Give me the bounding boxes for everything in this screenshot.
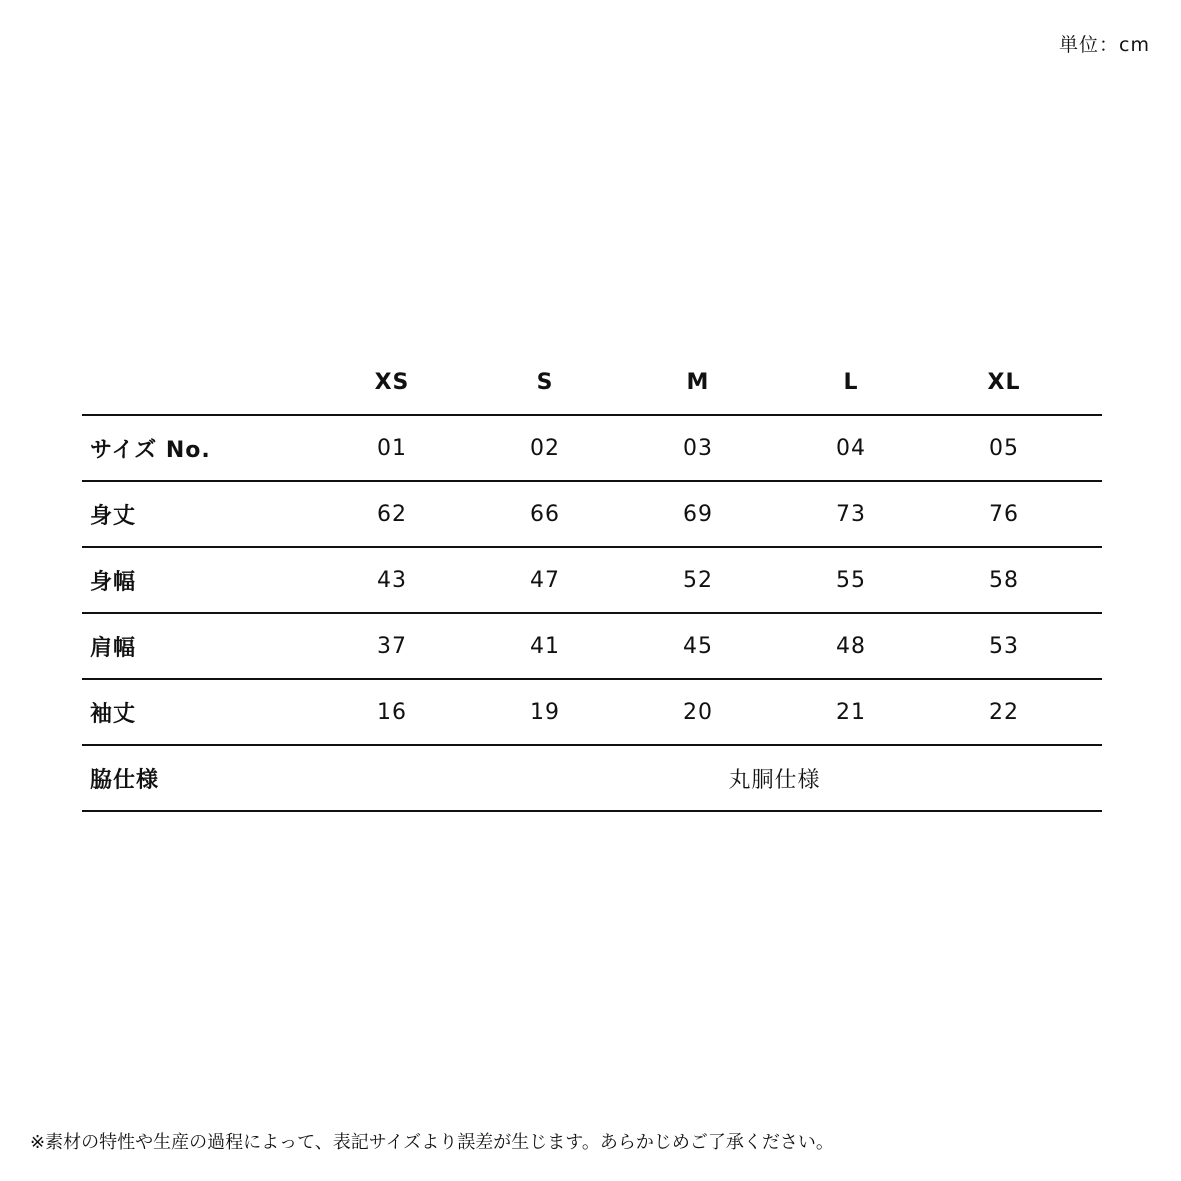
table-row-side-spec xyxy=(82,746,1102,812)
disclaimer-note: ※素材の特性や生産の過程によって、表記サイズより誤差が生じます。あらかじめご了承ください。 xyxy=(30,1132,834,1153)
table-cell: 55 xyxy=(836,567,866,593)
table-header-row xyxy=(82,350,1102,416)
table-cell: 19 xyxy=(530,699,560,725)
table-cell: 05 xyxy=(989,435,1019,461)
row-label: 身幅 xyxy=(90,569,137,595)
table-cell: 04 xyxy=(836,435,866,461)
table-row xyxy=(82,482,1102,548)
table-cell: 62 xyxy=(377,501,407,527)
row-label: サイズ No. xyxy=(90,437,211,463)
table-cell: 69 xyxy=(683,501,713,527)
column-header-m: M xyxy=(686,369,710,395)
table-row xyxy=(82,416,1102,482)
table-cell: 41 xyxy=(530,633,560,659)
column-header-s: S xyxy=(536,369,554,395)
table-cell: 47 xyxy=(530,567,560,593)
size-table xyxy=(82,350,1102,812)
table-row xyxy=(82,680,1102,746)
table-cell: 73 xyxy=(836,501,866,527)
table-row xyxy=(82,548,1102,614)
table-cell: 52 xyxy=(683,567,713,593)
row-label: 肩幅 xyxy=(90,635,137,661)
row-label: 身丈 xyxy=(90,503,137,529)
table-row xyxy=(82,614,1102,680)
table-cell: 03 xyxy=(683,435,713,461)
row-label: 袖丈 xyxy=(90,701,137,727)
table-cell: 58 xyxy=(989,567,1019,593)
table-cell: 22 xyxy=(989,699,1019,725)
column-header-xl: XL xyxy=(987,369,1021,395)
table-cell: 45 xyxy=(683,633,713,659)
table-cell: 20 xyxy=(683,699,713,725)
side-spec-value: 丸胴仕様 xyxy=(728,767,821,793)
table-cell: 66 xyxy=(530,501,560,527)
unit-label: 単位：cm xyxy=(1059,34,1150,56)
table-cell: 53 xyxy=(989,633,1019,659)
table-cell: 21 xyxy=(836,699,866,725)
column-header-l: L xyxy=(843,369,859,395)
table-cell: 37 xyxy=(377,633,407,659)
table-cell: 43 xyxy=(377,567,407,593)
table-cell: 76 xyxy=(989,501,1019,527)
row-label: 脇仕様 xyxy=(90,767,160,793)
table-cell: 48 xyxy=(836,633,866,659)
column-header-xs: XS xyxy=(374,369,410,395)
table-cell: 01 xyxy=(377,435,407,461)
table-cell: 02 xyxy=(530,435,560,461)
table-cell: 16 xyxy=(377,699,407,725)
